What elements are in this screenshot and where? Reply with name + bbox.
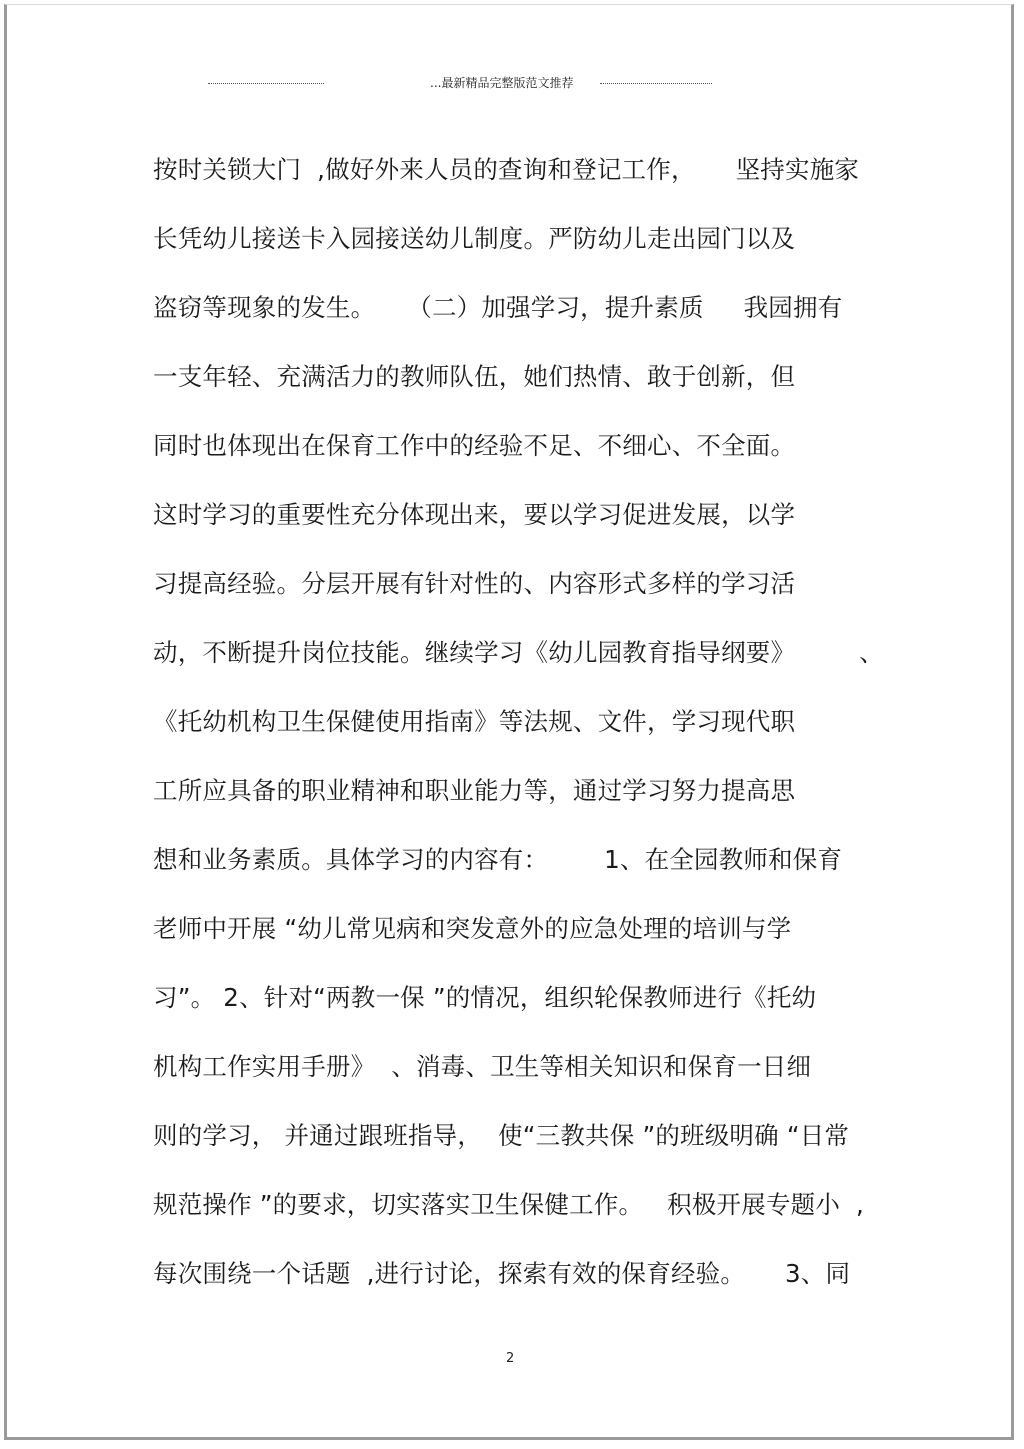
body-line: 则的学习， 并通过跟班指导， 使“三教共保 ”的班级明确 “日常 <box>153 1121 850 1150</box>
body-line: 习”。 2、针对“两教一保 ”的情况，组织轮保教师进行《托幼 <box>153 983 817 1012</box>
body-line: 机构工作实用手册》 、消毒、卫生等相关知识和保育一日细 <box>153 1052 812 1081</box>
body-line: 《托幼机构卫生保健使用指南》等法规、文件，学习现代职 <box>153 707 796 736</box>
body-line: 长凭幼儿接送卡入园接送幼儿制度。严防幼儿走出园门以及 <box>153 224 796 253</box>
body-line: 一支年轻、充满活力的教师队伍，她们热情、敢于创新，但 <box>153 362 796 391</box>
body-line: 老师中开展 “幼儿常见病和突发意外的应急处理的培训与学 <box>153 914 792 943</box>
body-line: 工所应具备的职业精神和职业能力等，通过学习努力提高思 <box>153 776 796 805</box>
body-line: 想和业务素质。具体学习的内容有： 1、在全园教师和保育 <box>153 845 843 874</box>
body-line: 习提高经验。分层开展有针对性的、内容形式多样的学习活 <box>153 569 796 598</box>
body-line: 动，不断提升岗位技能。继续学习《幼儿园教育指导纲要》 、 <box>153 638 884 667</box>
body-line: 每次围绕一个话题 ,进行讨论，探索有效的保育经验。 3、同 <box>153 1259 851 1288</box>
body-line: 规范操作 ”的要求，切实落实卫生保健工作。 积极开展专题小 , <box>153 1190 865 1219</box>
body-line: 同时也体现出在保育工作中的经验不足、不细心、不全面。 <box>153 431 796 460</box>
body-line: 按时关锁大门 ,做好外来人员的查询和登记工作， 坚持实施家 <box>153 155 860 184</box>
page-number: 2 <box>506 1351 515 1366</box>
header-text: ...最新精品完整版范文推荐 <box>430 76 574 90</box>
header-rule-right <box>600 83 712 84</box>
body-line: 这时学习的重要性充分体现出来，要以学习促进发展，以学 <box>153 500 796 529</box>
page-header <box>208 74 716 92</box>
body-line: 盗窃等现象的发生。 （二）加强学习，提升素质 我园拥有 <box>153 293 843 322</box>
header-rule-left <box>208 83 324 84</box>
